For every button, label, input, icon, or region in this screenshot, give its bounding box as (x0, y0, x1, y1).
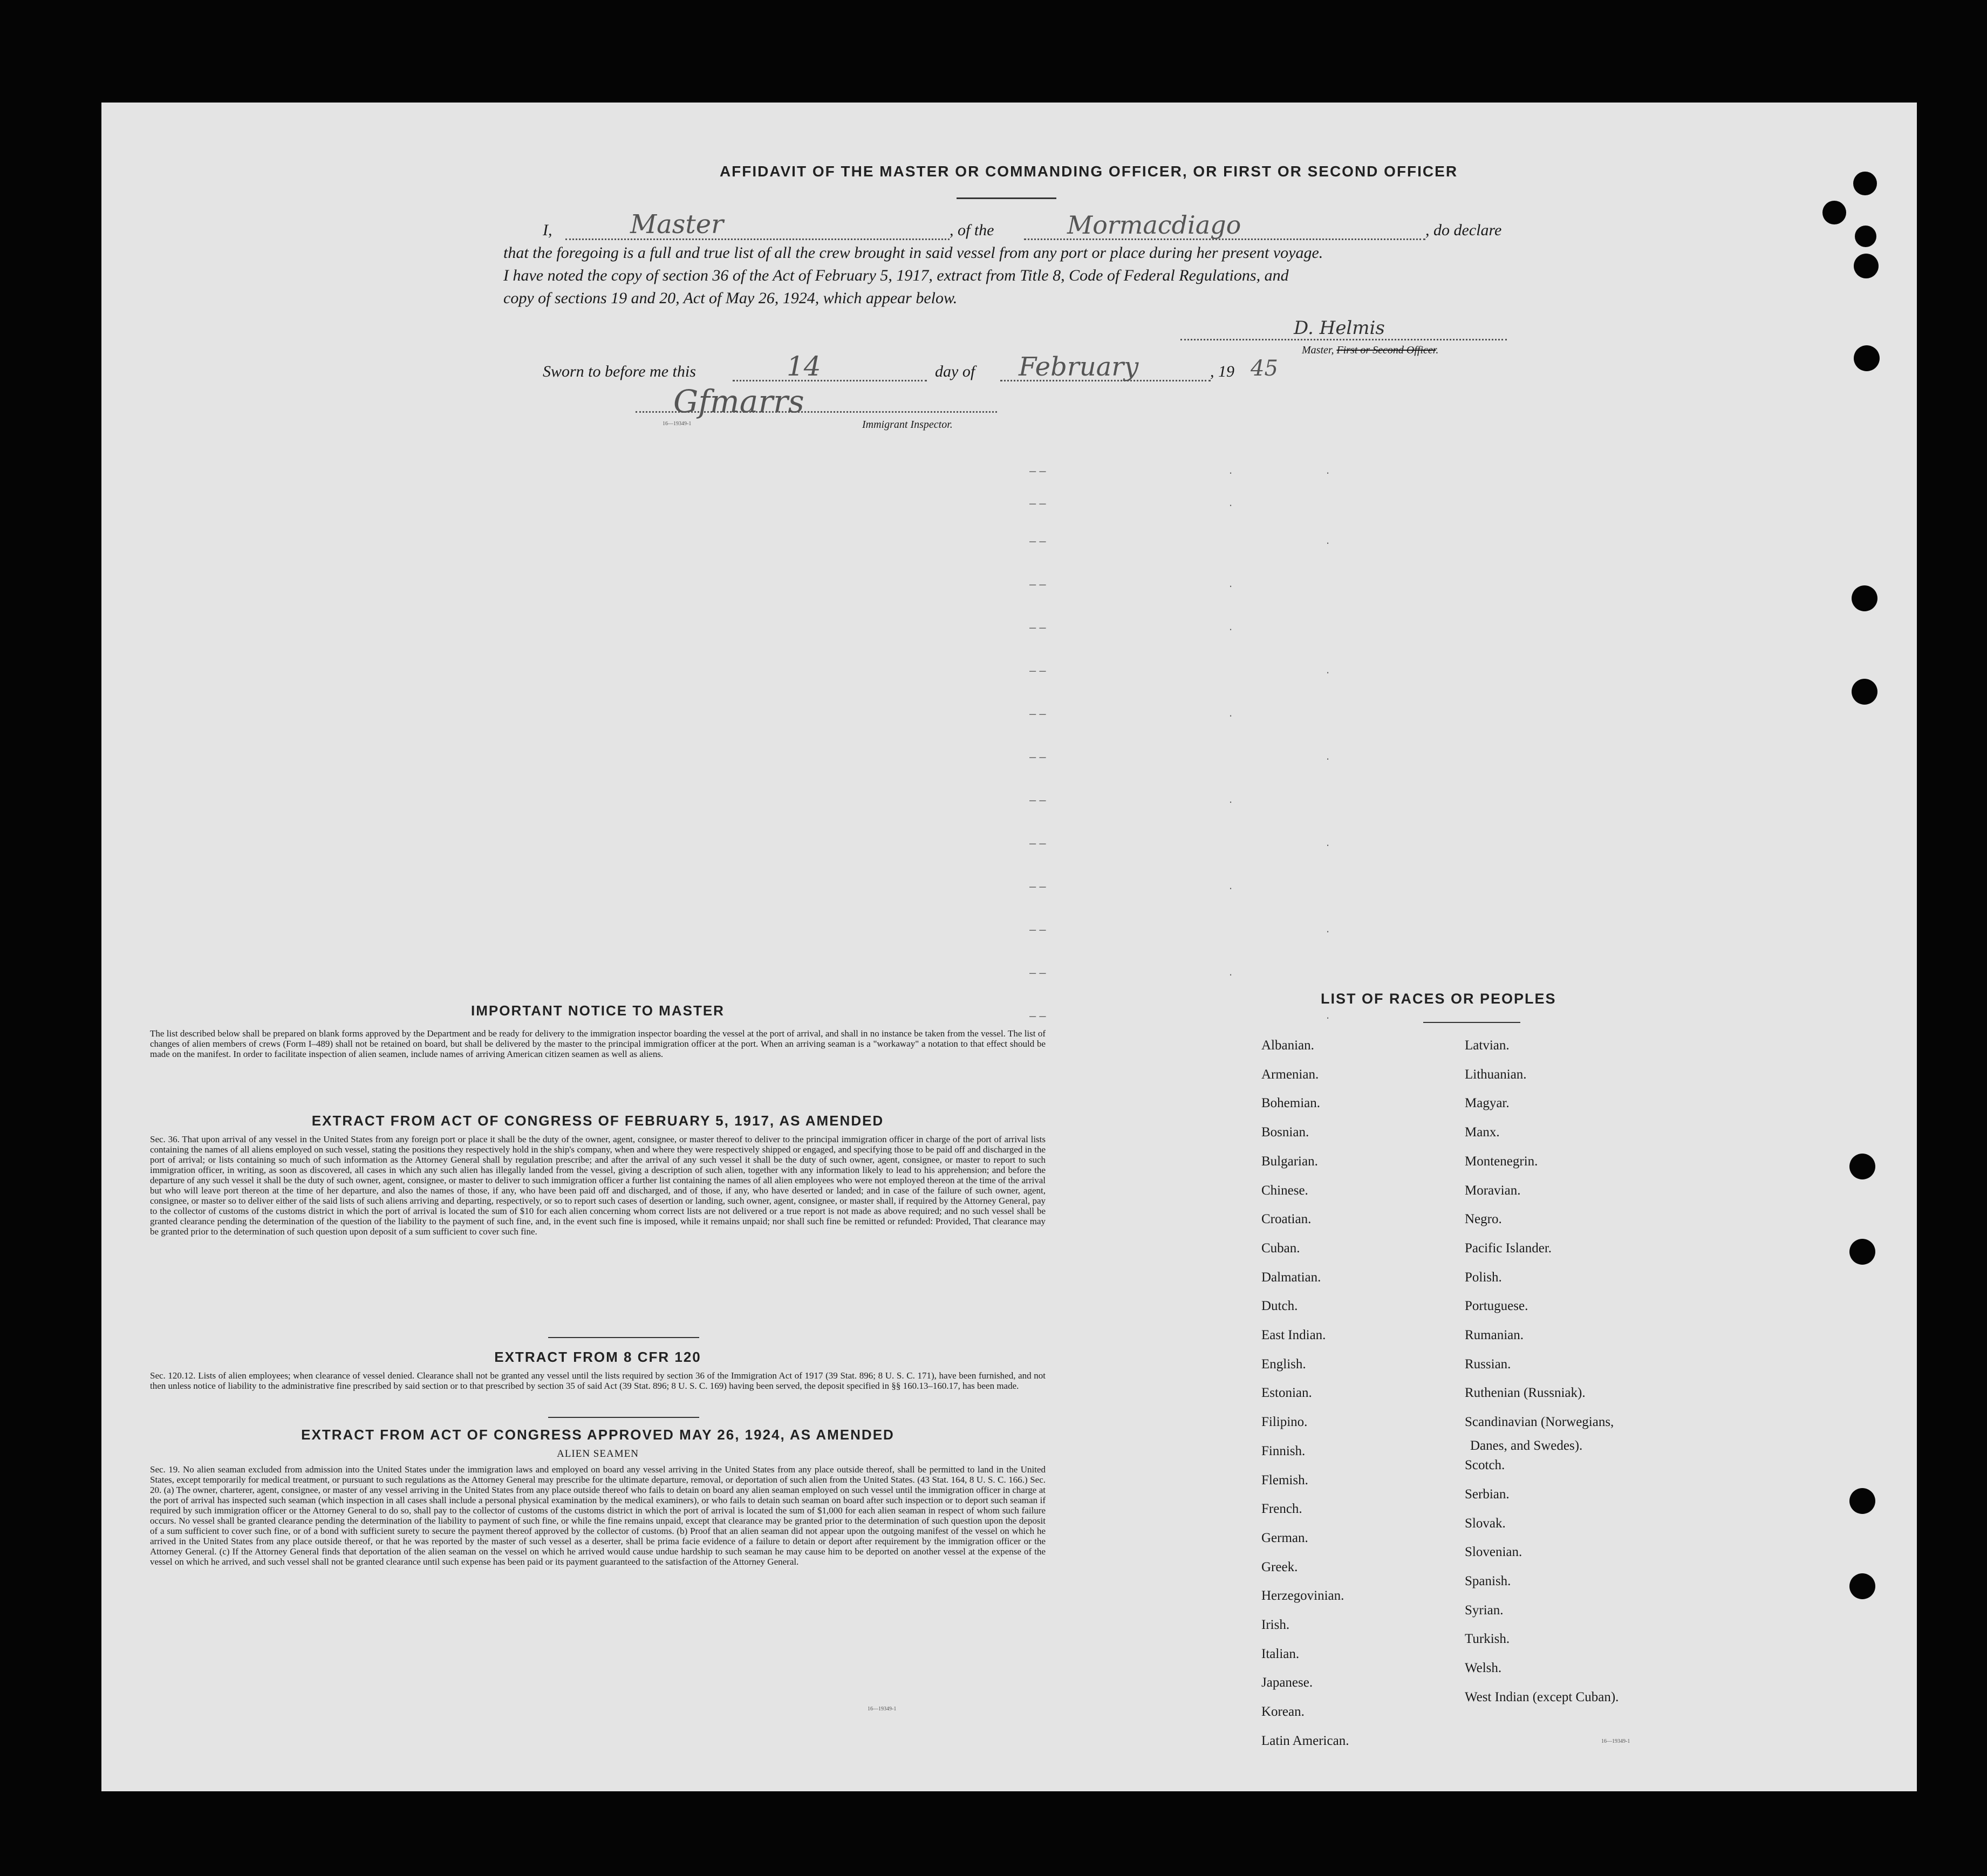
faint-dash: ‒ ‒ (1029, 879, 1046, 893)
notice-body: The list described below shall be prepared on blank forms approved by the Department and be ready for delivery to the immigration inspector boarding the vessel at the port of arrival, and shall in no instance be taken from the vessel. The list of changes of alien members of crews (Form I–489) shall not be retained on board, but shall be delivered by the master to the principal immigration officer at the port. When an arriving seaman is a "workaway" a notation to that effect should be made on the manifest. In order to facilitate inspection of alien seamen, include names of arriving American citizen seamen as well as aliens. (150, 1028, 1046, 1059)
faint-dash: ‒ ‒ (1029, 577, 1046, 591)
race-item: Japanese. (1261, 1675, 1313, 1690)
faint-dot: . (1229, 878, 1233, 892)
race-item: East Indian. (1261, 1328, 1326, 1342)
race-item: Negro. (1465, 1212, 1502, 1227)
race-item: Herzegovinian. (1261, 1588, 1344, 1604)
race-item: Lithuanian. (1465, 1067, 1527, 1082)
faint-dash: ‒ ‒ (1029, 1009, 1046, 1022)
section-divider (548, 1337, 699, 1338)
race-item: Armenian. (1261, 1067, 1319, 1082)
race-item: Syrian. (1465, 1602, 1504, 1618)
faint-dash: ‒ ‒ (1029, 496, 1046, 510)
binder-hole (1849, 1239, 1875, 1265)
master-name-line (565, 238, 950, 240)
sworn-year-handwritten: 45 (1251, 356, 1278, 381)
race-item: Manx. (1465, 1125, 1500, 1140)
faint-dash: ‒ ‒ (1029, 923, 1046, 936)
faint-dash: ‒ ‒ (1029, 620, 1046, 634)
sworn-month-handwritten: February (1019, 352, 1139, 382)
form-number-top: 16—19349-1 (663, 421, 692, 427)
faint-dot: . (1229, 792, 1233, 806)
form-number-right: 16—19349-1 (1601, 1738, 1630, 1744)
race-item: Slovenian. (1465, 1545, 1522, 1560)
form-number-left: 16—19349-1 (868, 1706, 897, 1712)
binder-hole (1852, 585, 1877, 611)
races-title-underline (1423, 1022, 1520, 1023)
race-item: Magyar. (1465, 1096, 1510, 1111)
race-item: Flemish. (1261, 1472, 1308, 1488)
affidavit-line-4: copy of sections 19 and 20, Act of May 26, 1924, which appear below. (503, 289, 958, 307)
signature-caption: Master, First or Second Officer. (1302, 344, 1439, 356)
faint-dot: . (1326, 922, 1330, 935)
extract-1924-body: Sec. 19. No alien seaman excluded from admission into the United States under the immigration laws and employed on board any vessel arriving in the United States from any place outside thereof, shall be permitted to land in the United States, except temporarily for medical treatment, or pursuant to such regulations as the Attorney General may prescribe for the ultimate departure, removal, or deportation of such alien from the United States. (43 Stat. 164, 8 U. S. C. 166.) Sec. 20. (a) The owner, charterer, agent, consignee, or master of any vessel arriving in the United States from any place outside thereof who fails to detain on board any alien seaman employed on such vessel until the immigration officer in charge at the port of arrival has inspected such seaman (which inspection in all cases shall include a personal physical examination by the medical examiners), or who fails to detain such seaman on board after such inspection or to deport such seaman if required by such immigration officer or the Attorney General to do so, shall pay to the collector of customs of the customs district in which the port of arrival is located the sum of $1,000 for each alien seaman in respect of whom such failure occurs. No vessel shall be granted clearance pending the determination of the liability to payment of such fine, or while the fine remains unpaid, except that clearance may be granted prior to the determination of such question upon the deposit of a sum sufficient to cover such fine, or of a bond with sufficient surety to secure the payment thereof approved by the collector of customs. (b) Proof that an alien seaman did not appear upon the outgoing manifest of the vessel on which he arrived in the United States from any place outside thereof, or that he was reported by the master of such vessel as a deserter, shall be prima facie evidence of a failure to detain or deport after requirement by the immigration officer or the Attorney General. (c) If the Attorney General finds that deportation of the alien seaman on the vessel on which he arrived would cause undue hardship to such seaman he may cause him to be deported on another vessel at the expense of the vessel on which he arrived, and such vessel shall not be granted clearance until such expense has been paid or its payment guaranteed to the satisfaction of the Attorney General. (150, 1464, 1046, 1567)
faint-dot: . (1229, 463, 1233, 476)
race-item: Russian. (1465, 1356, 1511, 1372)
faint-dash: ‒ ‒ (1029, 750, 1046, 763)
inspector-signature: Gfmarrs (673, 383, 804, 420)
race-item: Montenegrin. (1465, 1154, 1538, 1169)
sworn-prefix: Sworn to before me this (543, 363, 696, 380)
sworn-day-handwritten: 14 (787, 351, 821, 382)
race-item: Ruthenian (Russniak). (1465, 1386, 1586, 1401)
faint-dot: . (1229, 965, 1233, 978)
faint-dot: . (1326, 1008, 1330, 1021)
race-item: English. (1261, 1356, 1306, 1372)
race-item: Greek. (1261, 1559, 1298, 1574)
affidavit-line-2: that the foregoing is a full and true list of all the crew brought in said vessel from any port or place during her present voyage. (503, 244, 1323, 262)
extract-1917-body: Sec. 36. That upon arrival of any vessel in the United States from any foreign port or place it shall be the duty of the owner, agent, consignee, or master thereof to deliver to the principal immigration officer in charge of the port of arrival lists containing the names of all aliens employed on such vessel, stating the positions they respectively hold in the ship's company, when and where they were respectively shipped or engaged, and specifying those to be paid off and discharged in the port of arrival; or lists containing so much of such information as the Attorney General shall by regulation prescribe; and after the arrival of any such vessel it shall be the duty of such owner, agent, consignee, or master to report to such immigration officer, in writing, as soon as discovered, all cases in which any such alien has illegally landed from the vessel, giving a description of such alien, together with any information likely to lead to his apprehension; and before the departure of any such vessel it shall be the duty of such owner, agent, consignee, or master to deliver to such immigration officer a further list containing the names of all alien employees who were not employed thereon at the time of the arrival but who will leave port thereon at the time of her departure, and also the names of those, if any, who have been paid off and discharged, and of those, if any, who have deserted or landed; and in case of the failure of such owner, agent, consignee, or master so to deliver either of the said lists of such aliens arriving and departing, respectively, or so to report such cases of desertion or landing, such owner, agent, consignee, or master shall, if required by the Attorney General, pay to the collector of customs of the customs district in which the port of arrival is located the sum of $10 for each alien concerning whom correct lists are not delivered or a true report is not made as above required; and no such vessel shall be granted clearance pending the determination of the question of the liability to the payment of such fine, and, in the event such fine is imposed, while it remains unpaid; nor shall such fine be remitted or refunded: Provided, That clearance may be granted prior to the determination of such question upon deposit of a sum sufficient to cover such fine. (150, 1134, 1046, 1237)
race-item: German. (1261, 1530, 1308, 1545)
binder-hole (1849, 1488, 1875, 1514)
inspector-line (636, 411, 997, 413)
extract-cfr-title: EXTRACT FROM 8 CFR 120 (494, 1349, 701, 1365)
faint-dot: . (1326, 463, 1330, 476)
faint-dot: . (1229, 495, 1233, 509)
faint-dash: ‒ ‒ (1029, 793, 1046, 807)
faint-dot: . (1326, 663, 1330, 676)
faint-dash: ‒ ‒ (1029, 707, 1046, 720)
extract-cfr-body: Sec. 120.12. Lists of alien employees; when clearance of vessel denied. Clearance shall not be granted any vessel until the lists required by section 36 of the Immigration Act of 1917 (39 Stat. 896; 8 U. S. C. 171), have been furnished, and not then unless notice of liability to the administrative fine prescribed by said section or to that prescribed by section 35 of said Act (39 Stat. 896; 8 U. S. C. 169) having been served, the deposit specified in §§ 160.13–160.17, has been made. (150, 1370, 1046, 1391)
affidavit-declare: , do declare (1425, 221, 1502, 239)
race-item: Turkish. (1465, 1632, 1510, 1647)
title-underline (957, 197, 1056, 199)
faint-dash: ‒ ‒ (1029, 464, 1046, 477)
sworn-year-prefix: , 19 (1210, 363, 1234, 380)
faint-dot: . (1229, 576, 1233, 590)
extract-1924-title: EXTRACT FROM ACT OF CONGRESS APPROVED MAY 26, 1924, AS AMENDED (301, 1427, 895, 1443)
binder-hole (1854, 254, 1879, 278)
faint-dash: ‒ ‒ (1029, 836, 1046, 850)
faint-dot: . (1229, 619, 1233, 633)
race-item: Filipino. (1261, 1415, 1308, 1430)
race-item: Albanian. (1261, 1038, 1314, 1053)
master-name-handwritten: Master (630, 209, 724, 240)
race-item: Bohemian. (1261, 1096, 1321, 1111)
binder-hole (1852, 679, 1877, 705)
binder-hole (1822, 201, 1846, 224)
race-item: Slovak. (1465, 1516, 1506, 1531)
race-item: Irish. (1261, 1618, 1290, 1632)
master-signature: D. Helmis (1294, 317, 1385, 339)
race-item: Croatian. (1261, 1212, 1312, 1227)
binder-hole (1853, 172, 1877, 195)
race-item: Portuguese. (1465, 1299, 1528, 1314)
faint-dot: . (1229, 706, 1233, 719)
sworn-day-line (733, 380, 927, 381)
binder-hole (1849, 1573, 1875, 1599)
race-item: Welsh. (1465, 1661, 1502, 1675)
race-item: Chinese. (1261, 1183, 1308, 1198)
race-item: Cuban. (1261, 1240, 1300, 1256)
extract-1924-subtitle: ALIEN SEAMEN (557, 1448, 639, 1459)
faint-dot: . (1326, 533, 1330, 547)
race-item: Rumanian. (1465, 1328, 1524, 1342)
race-item: West Indian (except Cuban). (1465, 1689, 1619, 1704)
race-item: Polish. (1465, 1270, 1502, 1285)
race-item: French. (1261, 1502, 1302, 1517)
faint-dot: . (1326, 749, 1330, 762)
affidavit-line-3: I have noted the copy of section 36 of the Act of February 5, 1917, extract from Title 8, Code of Federal Regulations, and (503, 267, 1289, 284)
race-scandinavian-cont: Danes, and Swedes). (1470, 1438, 1583, 1453)
race-item: Pacific Islander. (1465, 1240, 1552, 1256)
races-title: LIST OF RACES OR PEOPLES (1321, 991, 1556, 1007)
race-item: Latvian. (1465, 1038, 1510, 1053)
race-item: Moravian. (1465, 1183, 1521, 1198)
affidavit-title: AFFIDAVIT OF THE MASTER OR COMMANDING OFFICER, OR FIRST OR SECOND OFFICER (719, 163, 1458, 180)
race-item: Korean. (1261, 1704, 1305, 1720)
race-item: Dalmatian. (1261, 1270, 1321, 1285)
faint-dash: ‒ ‒ (1029, 664, 1046, 677)
sworn-day-of: day of (935, 363, 975, 380)
race-item: Scandinavian (Norwegians, (1465, 1415, 1614, 1430)
race-item: Bosnian. (1261, 1125, 1309, 1140)
affidavit-i: I, (543, 221, 552, 239)
vessel-name-handwritten: Mormacdiago (1067, 210, 1241, 240)
inspector-caption: Immigrant Inspector. (862, 419, 953, 431)
race-item: Serbian. (1465, 1486, 1510, 1502)
race-item: Finnish. (1261, 1443, 1306, 1458)
race-item: Latin American. (1261, 1733, 1349, 1748)
faint-dash: ‒ ‒ (1029, 534, 1046, 548)
race-item: Scotch. (1465, 1458, 1505, 1473)
faint-dash: ‒ ‒ (1029, 966, 1046, 979)
binder-hole (1854, 345, 1880, 371)
binder-hole (1855, 226, 1876, 247)
race-item: Spanish. (1465, 1573, 1511, 1588)
race-item: Italian. (1261, 1646, 1300, 1661)
section-divider (548, 1417, 699, 1418)
document-page (101, 103, 1917, 1791)
affidavit-of-the: , of the (950, 221, 994, 239)
binder-hole (1849, 1154, 1875, 1179)
faint-dot: . (1326, 835, 1330, 849)
notice-title: IMPORTANT NOTICE TO MASTER (471, 1002, 725, 1019)
race-item: Dutch. (1261, 1299, 1298, 1314)
race-item: Estonian. (1261, 1386, 1312, 1401)
signature-line (1180, 339, 1507, 340)
extract-1917-title: EXTRACT FROM ACT OF CONGRESS OF FEBRUARY 5, 1917, AS AMENDED (311, 1113, 884, 1129)
race-item: Bulgarian. (1261, 1154, 1318, 1169)
